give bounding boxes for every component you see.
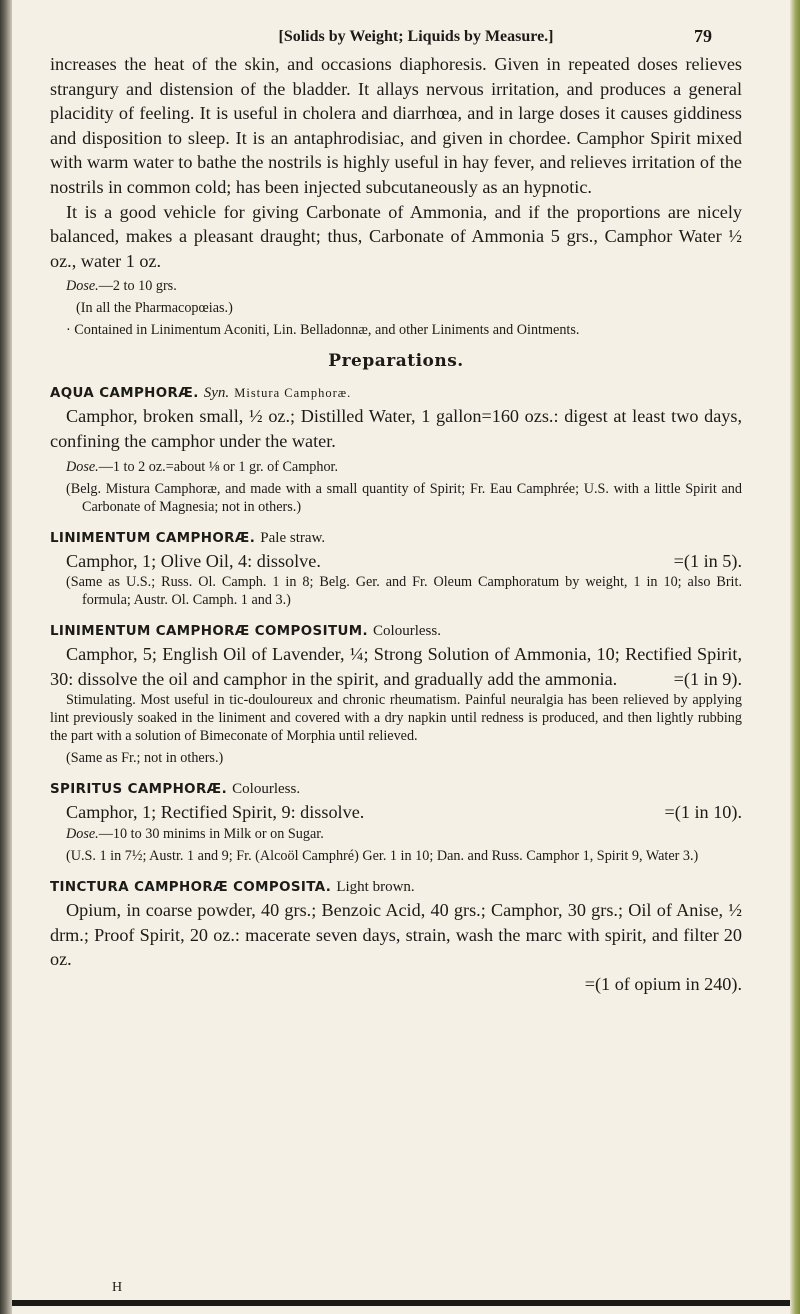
preparation-heading <box>50 621 742 642</box>
preparation-descriptor: Light brown. <box>336 878 415 895</box>
preparation-note: (Belg. Mistura Camphoræ, and made with a small quantity of Spirit; Fr. Eau Camphrée; U.S. with a little Spirit and Carbonate of Magnesia; not in others.) <box>66 480 742 515</box>
preparation-ratio: =(1 in 5). <box>673 550 742 571</box>
page-header <box>50 22 742 52</box>
book-gutter <box>0 0 12 1314</box>
preparation-heading <box>50 779 742 800</box>
page-content <box>50 22 742 1295</box>
dose-text: —2 to 10 grs. <box>98 278 177 295</box>
preparation-linimentum-camphorae-compositum <box>50 621 742 767</box>
preparation-note: (U.S. 1 in 7½; Austr. 1 and 9; Fr. (Alcoöl Camphré) Ger. 1 in 10; Dan. and Russ. Camphor 1, Spirit 9, Water 3.) <box>66 847 699 864</box>
preparation-heading <box>50 383 742 404</box>
intro-paragraph-1: increases the heat of the skin, and occasions diaphoresis. Given in repeated doses relieves strangury and distension of the bladder. It allays nervous irritation, and produces a general placidity of feeling. It is useful in cholera and diarrhœa, and in large doses it causes giddiness and disposition to sleep. It is an antaphrodisiac, and given in chordee. Camphor Spirit mixed with warm water to bathe the nostrils is highly useful in hay fever, and relieves irritation of the nostrils in common cold; has been injected subcutaneously as an hypnotic. <box>50 54 742 197</box>
contained-note: · Contained in Linimentum Aconiti, Lin. Belladonnæ, and other Liniments and Ointments. <box>66 322 580 339</box>
synonym-text: Mistura Camphoræ. <box>234 386 352 401</box>
synonym-label: Syn. <box>203 385 230 402</box>
signature-mark: H <box>112 1280 123 1295</box>
preparation-aqua-camphorae <box>50 383 742 515</box>
running-head: [Solids by Weight; Liquids by Measure.] <box>278 28 554 45</box>
preparation-name: LINIMENTUM CAMPHORÆ COMPOSITUM. <box>50 624 368 640</box>
intro-dose <box>50 277 742 295</box>
preparation-dose <box>50 458 742 476</box>
section-title: Preparations. <box>328 351 464 372</box>
preparation-formula: Opium, in coarse powder, 40 grs.; Benzoic Acid, 40 grs.; Camphor, 30 grs.; Oil of Anise, ½ drm.; Proof Spirit, 20 oz.: macerate seven days, strain, wash the marc with spirit, and filter 20 oz. <box>50 899 742 970</box>
preparation-linimentum-camphorae <box>50 528 742 610</box>
preparation-name: LINIMENTUM CAMPHORÆ. <box>50 530 256 546</box>
preparation-name: SPIRITUS CAMPHORÆ. <box>50 782 228 798</box>
preparation-name: TINCTURA CAMPHORÆ COMPOSITA. <box>50 879 332 895</box>
preparation-descriptor: Colourless. <box>232 781 301 798</box>
preparation-note: (Same as U.S.; Russ. Ol. Camph. 1 in 8; Belg. Ger. and Fr. Oleum Camphoratum by weight, 1 in 10; also Brit. formula; Austr. Ol. Camph. 1 and 3.) <box>66 574 742 609</box>
preparation-formula: Camphor, broken small, ½ oz.; Distilled Water, 1 gallon=160 ozs.: digest at least two days, confining the camphor under the water. <box>50 406 742 451</box>
preparation-ratio: =(1 in 9). <box>673 668 742 689</box>
preparation-descriptor: Pale straw. <box>260 529 326 546</box>
preparation-uses: Stimulating. Most useful in tic-douloureux and chronic rheumatism. Painful neuralgia has been relieved by applying lint previously soaked in the liniment and covered with a dry napkin until redness is produced, and then lightly rubbing the part with a solution of Bimeconate of Morphia until relieved. <box>50 692 742 745</box>
preparation-formula: Camphor, 1; Olive Oil, 4: dissolve. <box>66 550 321 571</box>
bottom-rule <box>12 1300 790 1306</box>
dose-text: —1 to 2 oz.=about ⅛ or 1 gr. of Camphor. <box>98 458 339 475</box>
preparation-name: AQUA CAMPHORÆ. <box>50 386 199 402</box>
dose-label: Dose. <box>66 458 99 475</box>
page-edge <box>790 0 800 1314</box>
preparation-descriptor: Colourless. <box>373 623 441 640</box>
preparation-heading <box>50 877 742 898</box>
dose-label: Dose. <box>66 825 99 842</box>
formula-line <box>50 800 742 825</box>
preparation-dose <box>50 825 742 843</box>
preparation-formula: Camphor, 1; Rectified Spirit, 9: dissolve. <box>66 802 365 823</box>
preparation-formula: Camphor, 5; English Oil of Lavender, ¼; Strong Solution of Ammonia, 10; Rectified Spirit, 30: dissolve the oil and camphor in the spirit, and gradually add the ammonia. =(1 in 9). <box>50 642 742 691</box>
preparation-spiritus-camphorae <box>50 779 742 865</box>
preparation-tinctura-camphorae-composita <box>50 877 742 996</box>
preparation-heading <box>50 528 742 549</box>
preparation-note: (Same as Fr.; not in others.) <box>66 750 224 767</box>
intro-paragraph-2: It is a good vehicle for giving Carbonate of Ammonia, and if the proportions are nicely balanced, makes a pleasant draught; thus, Carbonate of Ammonia 5 grs., Camphor Water ½ oz., water 1 oz. <box>50 201 742 271</box>
dose-text: —10 to 30 minims in Milk or on Sugar. <box>98 825 324 842</box>
page-number: 79 <box>694 26 712 46</box>
dose-label: Dose. <box>66 278 99 295</box>
preparation-ratio: =(1 of opium in 240). <box>584 973 742 994</box>
formula-line <box>50 549 742 574</box>
pharmacopoeias-note: (In all the Pharmacopœias.) <box>76 300 233 317</box>
preparation-ratio: =(1 in 10). <box>664 802 742 823</box>
